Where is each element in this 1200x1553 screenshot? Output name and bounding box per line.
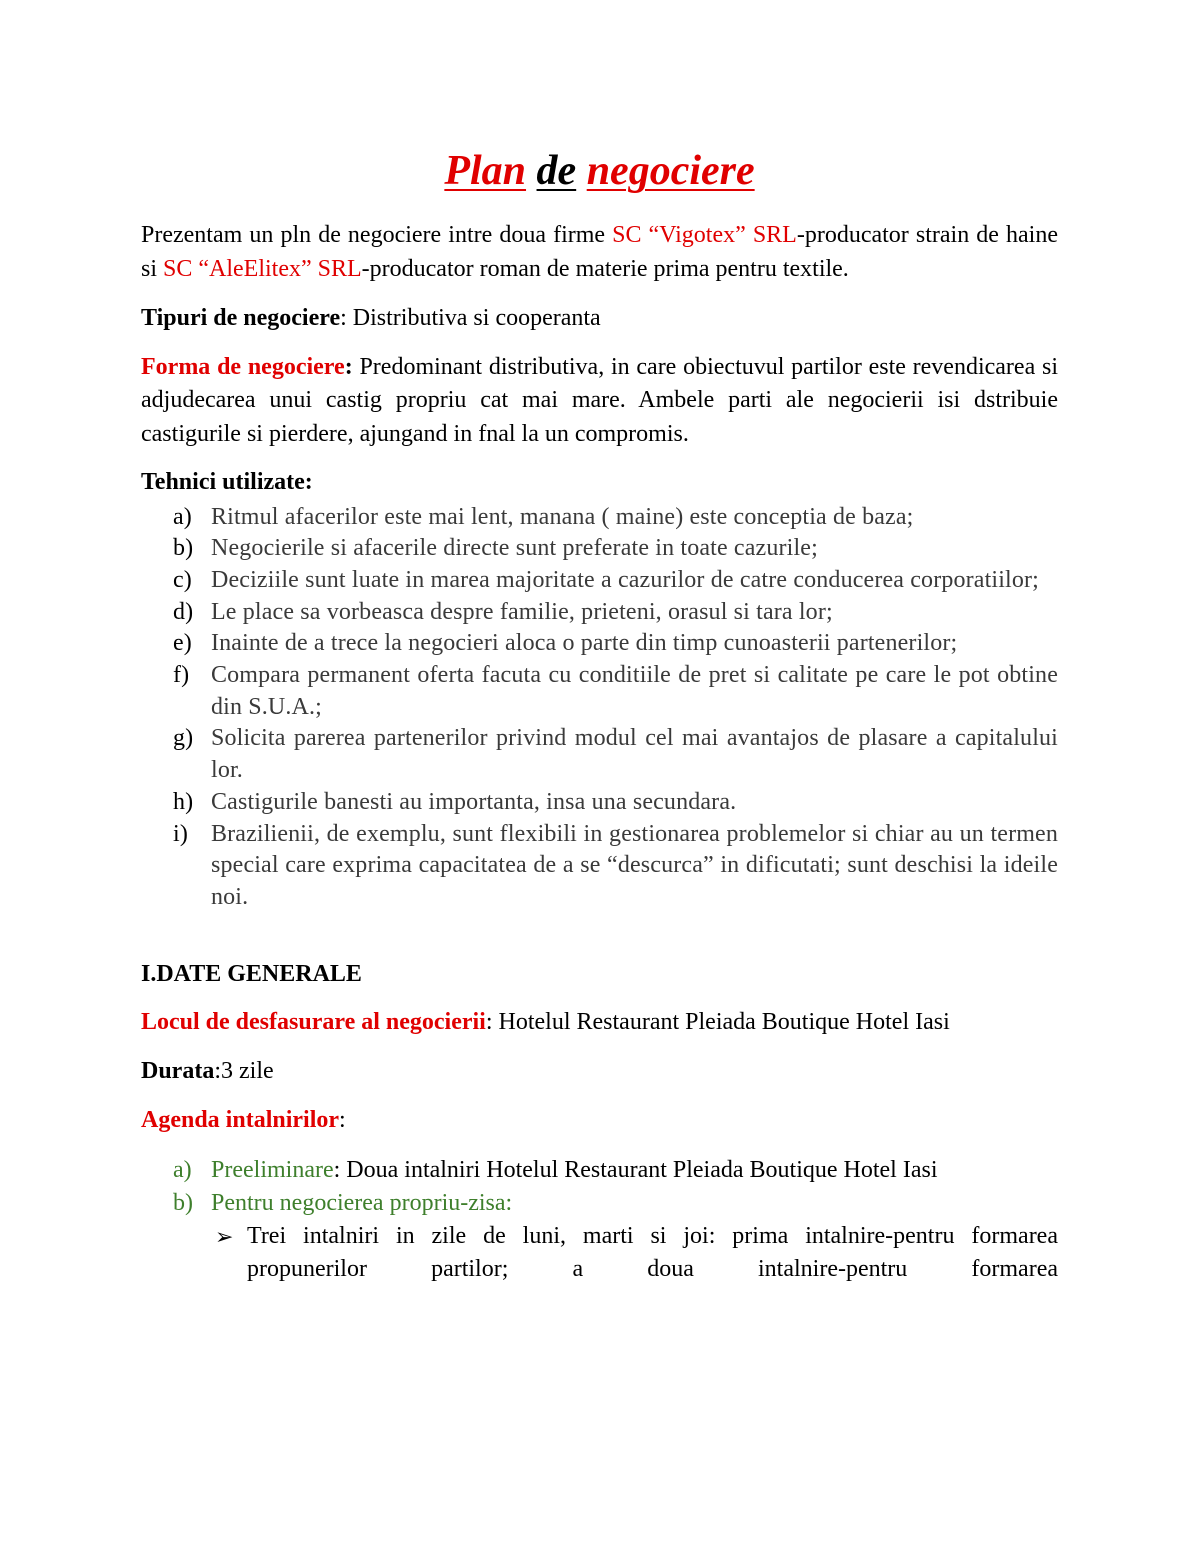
list-item (141, 787, 1058, 819)
tehnici-list (141, 502, 1058, 914)
intro-text-1: Prezentam un pln de negociere intre doua firme (141, 222, 613, 248)
list-item-text: Inainte de a trece la negocieri aloca o parte din timp cunoasterii partenerilor; (211, 630, 958, 657)
intro-text-3: -producator roman de materie prima pentru textile. (361, 255, 849, 282)
agenda-list (141, 1154, 1058, 1220)
intro-paragraph (141, 219, 1058, 286)
list-item (141, 819, 1058, 914)
agenda-label: Agenda intalnirilor (141, 1107, 340, 1134)
list-marker: a) (173, 503, 192, 530)
list-item (141, 628, 1058, 660)
agenda-colon: : (339, 1107, 346, 1134)
forma-label: Forma de negociere (141, 353, 345, 380)
page-title (141, 143, 1058, 199)
list-marker: b) (173, 1189, 193, 1216)
agenda-item-negociere (141, 1187, 1058, 1220)
title-negociere: negociere (586, 148, 755, 194)
list-item-text: Ritmul afacerilor este mai lent, manana ( maine) este conceptia de baza; (211, 503, 914, 530)
agenda-b-label: Pentru negocierea propriu-zisa: (211, 1189, 513, 1216)
forma-value: Predominant distributiva, in care obiectuvul partilor este revendicarea si adjudecarea unui castig propriu cat mai mare. Ambele parti ale negocierii isi dstribuie castigurile si pierdere, ajungand in fnal la un compromis. (141, 353, 1058, 447)
tehnici-heading: Tehnici utilizate: (141, 469, 313, 495)
durata-label: Durata (141, 1057, 215, 1084)
list-item (141, 660, 1058, 723)
locul-value: : Hotelul Restaurant Pleiada Boutique Hotel Iasi (485, 1009, 950, 1036)
list-marker: h) (173, 788, 194, 815)
list-item-text: Le place sa vorbeasca despre familie, prieteni, orasul si tara lor; (211, 598, 833, 625)
forma-colon: : (344, 353, 353, 380)
spacer (141, 914, 1058, 958)
tipuri-negociere (141, 302, 1058, 336)
durata (141, 1055, 1058, 1089)
list-item-text: Solicita parerea partenerilor privind modul cel mai avantajos de plasare a capitalului lor. (211, 725, 1058, 784)
list-item-text: Negocierile si afacerile directe sunt preferate in toate cazurile; (211, 535, 818, 562)
agenda-heading (141, 1104, 1058, 1138)
list-item (141, 565, 1058, 597)
agenda-subitem (141, 1220, 1058, 1286)
forma-negociere (141, 351, 1058, 452)
list-marker: a) (173, 1156, 192, 1183)
list-marker: b) (173, 535, 194, 562)
list-marker: e) (173, 630, 192, 657)
title-de: de (536, 148, 577, 194)
agenda-sub-text: Trei intalniri in zile de luni, marti si joi: prima intalnire-pentru formarea propunerilor partilor; a doua intalnire-pentru formarea (247, 1222, 1058, 1282)
arrow-bullet-icon: ➢ (215, 1223, 234, 1249)
list-marker: g) (173, 725, 194, 752)
list-item-text: Deciziile sunt luate in marea majoritate a cazurilor de catre conducerea corporatiilor; (211, 566, 1039, 593)
agenda-a-label: Preeliminare (211, 1156, 334, 1183)
list-item-text: Brazilienii, de exemplu, sunt flexibili in gestionarea problemelor si chiar au un termen special care exprima capacitatea de a se “descurca” in dificutati; sunt deschisi la ideile noi. (211, 820, 1058, 910)
firm-vigotex: SC “Vigotex” SRL (612, 222, 797, 248)
title-plan: Plan (444, 148, 527, 194)
list-item (141, 597, 1058, 629)
tipuri-label: Tipuri de negociere (141, 305, 341, 331)
list-marker: d) (173, 598, 194, 625)
section-heading-date-generale: I.DATE GENERALE (141, 960, 362, 987)
list-item-text: Compara permanent oferta facuta cu conditiile de pret si calitate pe care le pot obtine din S.U.A.; (211, 662, 1058, 720)
list-item (141, 723, 1058, 786)
durata-value: :3 zile (214, 1057, 274, 1084)
firm-aleelitex: SC “AleElitex” SRL (163, 255, 362, 282)
list-marker: i) (173, 820, 188, 847)
list-item (141, 502, 1058, 534)
list-item-text: Castigurile banesti au importanta, insa una secundara. (211, 788, 737, 815)
intro-text-2: -producator strain de haine si (141, 222, 1058, 282)
list-item (141, 533, 1058, 565)
locul-label: Locul de desfasurare al negocierii (141, 1009, 486, 1036)
agenda-a-value: : Doua intalniri Hotelul Restaurant Pleiada Boutique Hotel Iasi (333, 1156, 938, 1183)
list-marker: c) (173, 566, 192, 593)
tipuri-value: : Distributiva si cooperanta (340, 305, 601, 331)
locul-desfasurare (141, 1006, 1058, 1040)
agenda-item-preeliminare (141, 1154, 1058, 1187)
list-marker: f) (173, 662, 190, 689)
